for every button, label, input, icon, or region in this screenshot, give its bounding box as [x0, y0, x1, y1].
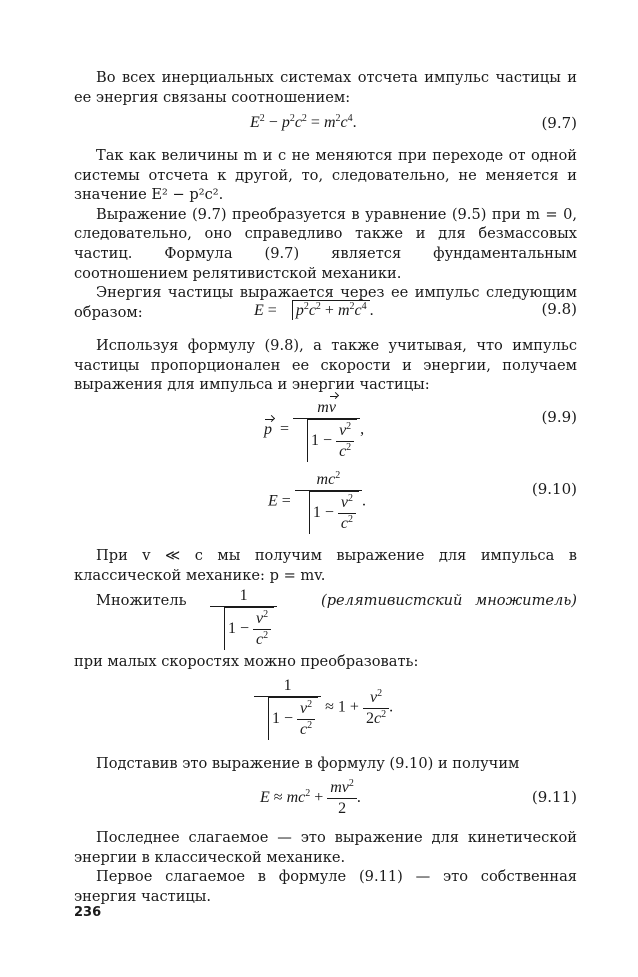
- equation-number: (9.8): [541, 300, 577, 318]
- equation-9-11: [74, 778, 577, 822]
- text-p1: Во всех инерциальных системах отсчета импульс частицы и ее энергия связаны соотношением:: [74, 69, 577, 106]
- equation-approx: [74, 676, 577, 746]
- text-p11: Первое слагаемое в формуле (9.11) — это собственная энергия частицы.: [74, 868, 577, 905]
- text-p7-note: (релятивистский множитель): [321, 592, 577, 609]
- relativistic-factor: 1 1 − $\frac{v^2}{c^2}$: [210, 586, 277, 650]
- formula-9-8: $E = p^2c^2 + m^2c^4$ .: [254, 301, 374, 319]
- text-p3: Выражение (9.7) преобразуется в уравнение (9.5) при m = 0, следовательно, оно справедливо также и для безмассовых частиц. Формула (9.7) является фундаментальным соотношением релятивистской механики.: [74, 205, 577, 282]
- text-p4: Энергия частицы выражается через ее импульс следующим образом:: [74, 284, 577, 321]
- formula-approx: 1 1 − $\frac{v^2}{c^2}$ ≈ 1 + $\frac{v^2}{2c^2}$ .: [254, 676, 393, 740]
- text-p6: При v ≪ c мы получим выражение для импульса в классической механике: p = mv.: [74, 547, 577, 584]
- paragraph-8: [74, 652, 577, 672]
- paragraph-1: [74, 68, 577, 107]
- equation-number: (9.9): [541, 408, 577, 426]
- equation-number: (9.7): [541, 114, 577, 132]
- text-p8: при малых скоростях можно преобразовать:: [74, 653, 419, 670]
- formula-9-7: $E^2 - p^2c^2 = m^2c^4$.: [250, 113, 357, 131]
- paragraph-5: [74, 336, 577, 395]
- text-p5: Используя формулу (9.8), а также учитывая, что импульс частицы пропорционален ее скорости и энергии, получаем выражения для импульса и энергии частицы:: [74, 337, 577, 394]
- paragraph-2-4: [74, 146, 577, 322]
- formula-9-9: p = mv 1 − $\frac{v^2}{c^2}$ ,: [264, 399, 365, 460]
- text-p10: Последнее слагаемое — это выражение для кинетической энергии в классической механике.: [74, 829, 577, 866]
- paragraph-7: [74, 586, 577, 646]
- equation-number: (9.11): [531, 788, 577, 806]
- text-p9: Подставив это выражение в формулу (9.10) и получим: [96, 755, 520, 772]
- equation-9-9: [74, 398, 577, 462]
- equation-9-7: [74, 114, 577, 144]
- equation-9-10: [74, 470, 577, 534]
- formula-9-10: E = $mc^2$ 1 − $\frac{v^2}{c^2}$ .: [268, 470, 366, 532]
- page-number: 236: [74, 905, 102, 920]
- paragraph-10-11: [74, 828, 577, 906]
- paragraph-6: [74, 546, 577, 585]
- text-p2: Так как величины m и c не меняются при переходе от одной системы отсчета к другой, то, следовательно, не меняется и значение E² − p²c².: [74, 147, 577, 204]
- formula-9-11: $E \approx mc^2$ + $\frac{mv^2}{2}$ .: [260, 778, 361, 817]
- paragraph-9: [74, 754, 577, 774]
- text-p7-label: Множитель: [96, 592, 187, 609]
- equation-number: (9.10): [531, 480, 577, 498]
- equation-9-8: [74, 300, 577, 330]
